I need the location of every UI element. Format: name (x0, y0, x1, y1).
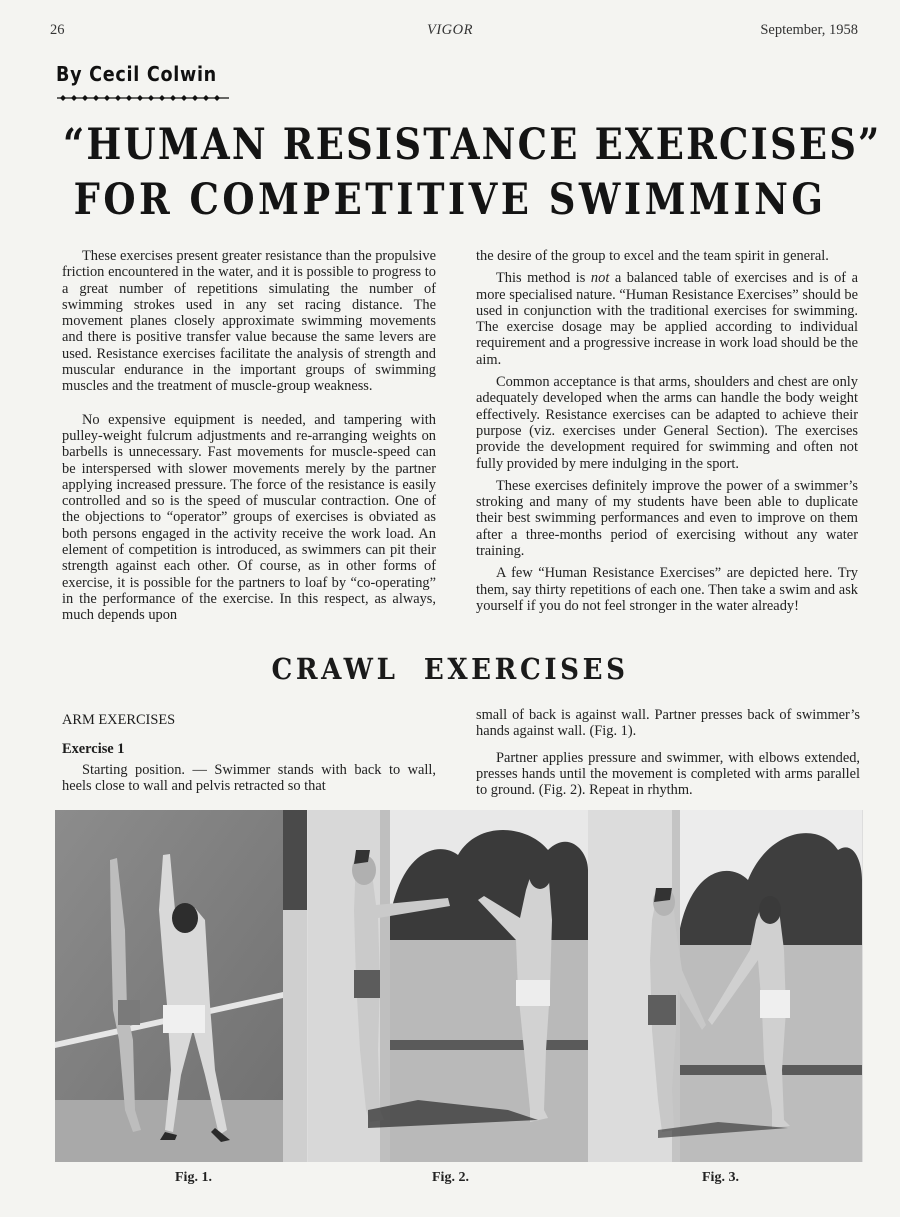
exercise-left-text (62, 762, 436, 795)
article-left-column (62, 248, 436, 624)
body-paragraph: Starting position. — Swimmer stands with back to wall, heels close to wall and pelvis retracted so that (62, 762, 436, 795)
figure-2-caption: Fig. 2. (432, 1170, 469, 1185)
byline-ornament-rule (57, 94, 229, 102)
page-number: 26 (50, 22, 65, 38)
section-title: CRAWL EXERCISES (271, 652, 629, 686)
body-paragraph: These exercises definitely improve the power of a swimmer’s stroking and many of my students have been able to duplicate their best swimming performances and even to improve on them after a three-months period of exercising without any water training. (476, 477, 858, 560)
issue-date: September, 1958 (760, 22, 858, 38)
body-paragraph: These exercises present greater resistance than the propulsive friction encountered in the water, and it is possible to progress to a great number of repetitions simulating the number of swimming strokes used in any set racing distance. The movement planes closely approximate swimming movements and there is positive transfer value because the same levers are used. Resistance exercises facilitate the analysis of strength and muscular endurance in the important groups of swimming muscles and the treatment of muscle-group weakness. (62, 248, 436, 395)
emphasis-text: not (590, 270, 610, 287)
body-paragraph: Partner applies pressure and swimmer, with elbows extended, presses hands until the movement is completed with arms parallel to ground. (Fig. 2). Repeat in rhythm. (476, 749, 860, 799)
body-paragraph: A few “Human Resistance Exercises” are depicted here. Try them, say thirty repetitions of each one. Then take a swim and ask yourself if you do not feel stronger in the water already! (476, 565, 858, 614)
article-right-column (476, 248, 858, 614)
body-paragraph (476, 270, 858, 368)
body-paragraph: Common acceptance is that arms, shoulders and chest are only adequately developed when the arms can handle the body weight effectively. Resistance exercises can be adapted to achieve their purpose (viz. exercises under General Section). The exercises provide the development required for swimming and often not fully provided by mere indulging in the sport. (476, 374, 858, 472)
headline-line-1: “HUMAN RESISTANCE EXERCISES” (63, 120, 882, 170)
body-paragraph-continuation: the desire of the group to excel and the team spirit in general. (476, 248, 829, 264)
magazine-name: VIGOR (427, 22, 473, 38)
figure-1-image (55, 810, 307, 1162)
figure-3-caption: Fig. 3. (702, 1170, 739, 1185)
body-paragraph: No expensive equipment is needed, and tampering with pulley-weight fulcrum adjustments and re-arranging weights on barbells is unnecessary. Fast movements for muscle-speed can be interspersed with slower movements merely by the partner applying increased pressure. The force of the resistance is easily controlled and so is the speed of muscular contraction. One of the objections to “operator” groups of exercises is obviated as both persons engaged in the activity receive the work load. An element of competition is introduced, as swimmers can pit their strength against each other. Of course, as in other forms of exercise, it is possible for the partners to loaf by “co-operating” in the performance of the exercise. In this respect, as always, much depends upon (62, 411, 436, 624)
figure-1-photo (55, 810, 308, 1162)
body-paragraph-continuation: small of back is against wall. Partner presses back of swimmer’s hands against wall. (Fig. 1). (476, 707, 860, 740)
figure-3-image (588, 810, 862, 1162)
exercise-right-text (476, 707, 860, 798)
figure-1-caption: Fig. 1. (175, 1170, 212, 1185)
byline: By Cecil Colwin (56, 62, 217, 86)
figure-2-image (308, 810, 588, 1162)
text-run: This method is (496, 270, 591, 287)
subheading: ARM EXERCISES (62, 712, 176, 728)
text-run: a balanced table of exercises and is of a more specialised nature. “Human Resistance Exercises” should be used in conjunction with the traditional exercises for swimming. The exercise dosage may be applied according to individual requirement and a progressive increase in work load should be the aim. (476, 270, 858, 368)
figure-3-photo (588, 810, 863, 1162)
figure-2-photo (308, 810, 589, 1162)
exercise-label: Exercise 1 (62, 741, 125, 757)
headline-line-2: FOR COMPETITIVE SWIMMING (73, 175, 827, 225)
